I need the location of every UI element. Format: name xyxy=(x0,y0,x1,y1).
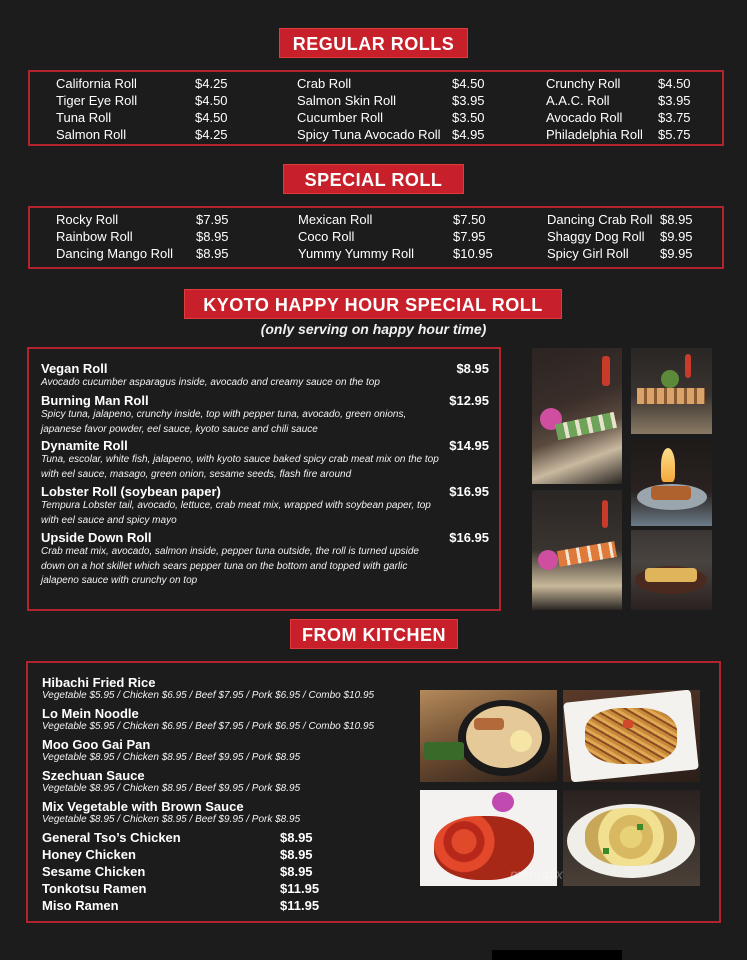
special-roll-item-price: $9.95 xyxy=(660,246,693,261)
kitchen-item xyxy=(42,768,300,794)
happy-hour-item xyxy=(41,438,489,482)
happy-hour-item-desc: Crab meat mix, avocado, salmon inside, pepper tuna outside, the roll is turned upside down on a hot skillet which sears pepper tuna on the bottom and topped with garlic jalapeno sauce with crunchy on top xyxy=(41,546,419,586)
sushi-roll-orchid-photo xyxy=(532,490,622,610)
kitchen-item xyxy=(42,881,320,896)
special-roll-item-name: Rainbow Roll xyxy=(56,229,133,244)
kitchen-item xyxy=(42,830,313,845)
regular-roll-item-price: $4.50 xyxy=(195,93,228,108)
regular-roll-item-price: $5.75 xyxy=(658,127,691,142)
special-roll-item-name: Mexican Roll xyxy=(298,212,373,227)
kitchen-item-name: Hibachi Fried Rice xyxy=(42,675,156,690)
special-roll-item-price: $10.95 xyxy=(453,246,493,261)
regular-rolls-banner: REGULAR ROLLS xyxy=(279,28,468,58)
regular-roll-item-price: $4.50 xyxy=(195,110,228,125)
kitchen-item xyxy=(42,737,300,763)
happy-hour-item-name: Lobster Roll (soybean paper) xyxy=(41,484,221,499)
kitchen-item xyxy=(42,864,313,879)
kitchen-item-name: Miso Ramen xyxy=(42,898,119,913)
happy-hour-item xyxy=(41,361,489,391)
kitchen-item-name: General Tso’s Chicken xyxy=(42,830,181,845)
regular-roll-item-name: Crunchy Roll xyxy=(546,76,621,91)
happy-hour-item-name: Dynamite Roll xyxy=(41,438,128,453)
regular-roll-item-name: Spicy Tuna Avocado Roll xyxy=(297,127,441,142)
flaming-roll-photo xyxy=(631,440,712,526)
regular-roll-item-name: Cucumber Roll xyxy=(297,110,383,125)
kitchen-item xyxy=(42,675,374,701)
regular-roll-item-name: Salmon Skin Roll xyxy=(297,93,396,108)
regular-roll-item-price: $3.95 xyxy=(452,93,485,108)
happy-hour-item-price: $16.95 xyxy=(449,484,489,499)
kitchen-item-name: Moo Goo Gai Pan xyxy=(42,737,151,752)
happy-hour-item-desc: Tempura Lobster tail, avocado, lettuce, crab meat mix, wrapped with soybean paper, top with eel sauce and spicy mayo xyxy=(41,500,431,526)
kitchen-item xyxy=(42,706,374,732)
happy-hour-item-price: $16.95 xyxy=(449,530,489,545)
special-roll-item-name: Dancing Mango Roll xyxy=(56,246,174,261)
happy-hour-subtitle: (only serving on happy hour time) xyxy=(260,321,487,337)
regular-roll-item-price: $4.25 xyxy=(195,127,228,142)
sushi-roll-flower-photo xyxy=(532,348,622,484)
happy-hour-item-price: $14.95 xyxy=(449,438,489,453)
regular-roll-item-price: $4.95 xyxy=(452,127,485,142)
regular-roll-item-price: $3.95 xyxy=(658,93,691,108)
kitchen-item-desc: Vegetable $8.95 / Chicken $8.95 / Beef $9.95 / Pork $8.95 xyxy=(42,814,301,825)
special-roll-item-name: Rocky Roll xyxy=(56,212,119,227)
special-roll-item-price: $7.50 xyxy=(453,212,486,227)
regular-roll-item-price: $3.50 xyxy=(452,110,485,125)
happy-hour-item xyxy=(41,530,489,589)
special-roll-item-price: $7.95 xyxy=(453,229,486,244)
special-roll-item-price: $8.95 xyxy=(196,229,229,244)
special-roll-item-name: Yummy Yummy Roll xyxy=(298,246,415,261)
kitchen-item-desc: Vegetable $8.95 / Chicken $8.95 / Beef $9.95 / Pork $8.95 xyxy=(42,783,301,794)
happy-hour-item-price: $12.95 xyxy=(449,393,489,408)
special-roll-item-name: Coco Roll xyxy=(298,229,355,244)
happy-hour-item-name: Upside Down Roll xyxy=(41,530,152,545)
kitchen-item xyxy=(42,898,320,913)
kitchen-item-price: $8.95 xyxy=(280,847,313,862)
kitchen-item-price: $8.95 xyxy=(280,864,313,879)
regular-roll-item-name: Tiger Eye Roll xyxy=(56,93,138,108)
bottom-bar xyxy=(492,950,622,960)
lo-mein-noodle-photo xyxy=(563,690,700,782)
kitchen-item-price: $11.95 xyxy=(280,898,320,913)
happy-hour-item-desc: Avocado cucumber asparagus inside, avocado and creamy sauce on the top xyxy=(41,377,380,388)
regular-roll-item-name: Avocado Roll xyxy=(546,110,623,125)
kitchen-item-name: Sesame Chicken xyxy=(42,864,146,879)
ramen-bowl-photo xyxy=(420,690,557,782)
happy-hour-item xyxy=(41,393,489,437)
sushi-roll-platter-photo xyxy=(631,348,712,434)
regular-roll-item-price: $3.75 xyxy=(658,110,691,125)
regular-roll-item-name: A.A.C. Roll xyxy=(546,93,610,108)
happy-hour-item-name: Vegan Roll xyxy=(41,361,108,376)
happy-hour-item-name: Burning Man Roll xyxy=(41,393,149,408)
happy-hour-item-price: $8.95 xyxy=(456,361,489,376)
kitchen-item-desc: Vegetable $8.95 / Chicken $8.95 / Beef $9.95 / Pork $8.95 xyxy=(42,752,301,763)
regular-roll-item-name: Tuna Roll xyxy=(56,110,112,125)
happy-hour-item-desc: Spicy tuna, jalapeno, crunchy inside, top with pepper tuna, avocado, green onions, japanese favor powder, eel sauce, kyoto sauce and chili sauce xyxy=(41,409,407,435)
special-roll-banner: SPECIAL ROLL xyxy=(283,164,464,194)
regular-roll-item-name: Salmon Roll xyxy=(56,127,127,142)
sizzling-roll-photo xyxy=(631,530,712,610)
kitchen-item-name: Szechuan Sauce xyxy=(42,768,145,783)
special-roll-item-name: Spicy Girl Roll xyxy=(547,246,629,261)
kitchen-item-desc: Vegetable $5.95 / Chicken $6.95 / Beef $7.95 / Pork $6.95 / Combo $10.95 xyxy=(42,690,375,701)
regular-roll-item-name: Philadelphia Roll xyxy=(546,127,643,142)
regular-roll-item-price: $4.25 xyxy=(195,76,228,91)
special-roll-item-price: $8.95 xyxy=(660,212,693,227)
regular-roll-item-name: Crab Roll xyxy=(297,76,352,91)
special-roll-item-name: Shaggy Dog Roll xyxy=(547,229,645,244)
regular-roll-item-price: $4.50 xyxy=(452,76,485,91)
regular-roll-item-name: California Roll xyxy=(56,76,137,91)
kitchen-item-desc: Vegetable $5.95 / Chicken $6.95 / Beef $7.95 / Pork $6.95 / Combo $10.95 xyxy=(42,721,375,732)
happy-hour-item-desc: Tuna, escolar, white fish, jalapeno, with kyoto sauce baked spicy crab meat mix on the top with eel sauce, masago, green onion, sesame seeds, flash fire around xyxy=(41,454,439,480)
kitchen-item-price: $8.95 xyxy=(280,830,313,845)
happy-hour-banner: KYOTO HAPPY HOUR SPECIAL ROLL xyxy=(184,289,562,319)
watermark: menupix xyxy=(510,866,563,882)
kitchen-item-name: Tonkotsu Ramen xyxy=(42,881,147,896)
regular-roll-item-price: $4.50 xyxy=(658,76,691,91)
kitchen-item xyxy=(42,799,300,825)
kitchen-item-name: Mix Vegetable with Brown Sauce xyxy=(42,799,244,814)
kitchen-item-name: Lo Mein Noodle xyxy=(42,706,139,721)
happy-hour-box xyxy=(27,347,501,611)
special-roll-item-name: Dancing Crab Roll xyxy=(547,212,653,227)
happy-hour-item xyxy=(41,484,489,528)
kitchen-item-price: $11.95 xyxy=(280,881,320,896)
special-roll-item-price: $7.95 xyxy=(196,212,229,227)
special-roll-item-price: $9.95 xyxy=(660,229,693,244)
fried-rice-photo xyxy=(563,790,700,886)
kitchen-item xyxy=(42,847,313,862)
special-roll-item-price: $8.95 xyxy=(196,246,229,261)
kitchen-item-name: Honey Chicken xyxy=(42,847,136,862)
from-kitchen-banner: FROM KITCHEN xyxy=(290,619,458,649)
